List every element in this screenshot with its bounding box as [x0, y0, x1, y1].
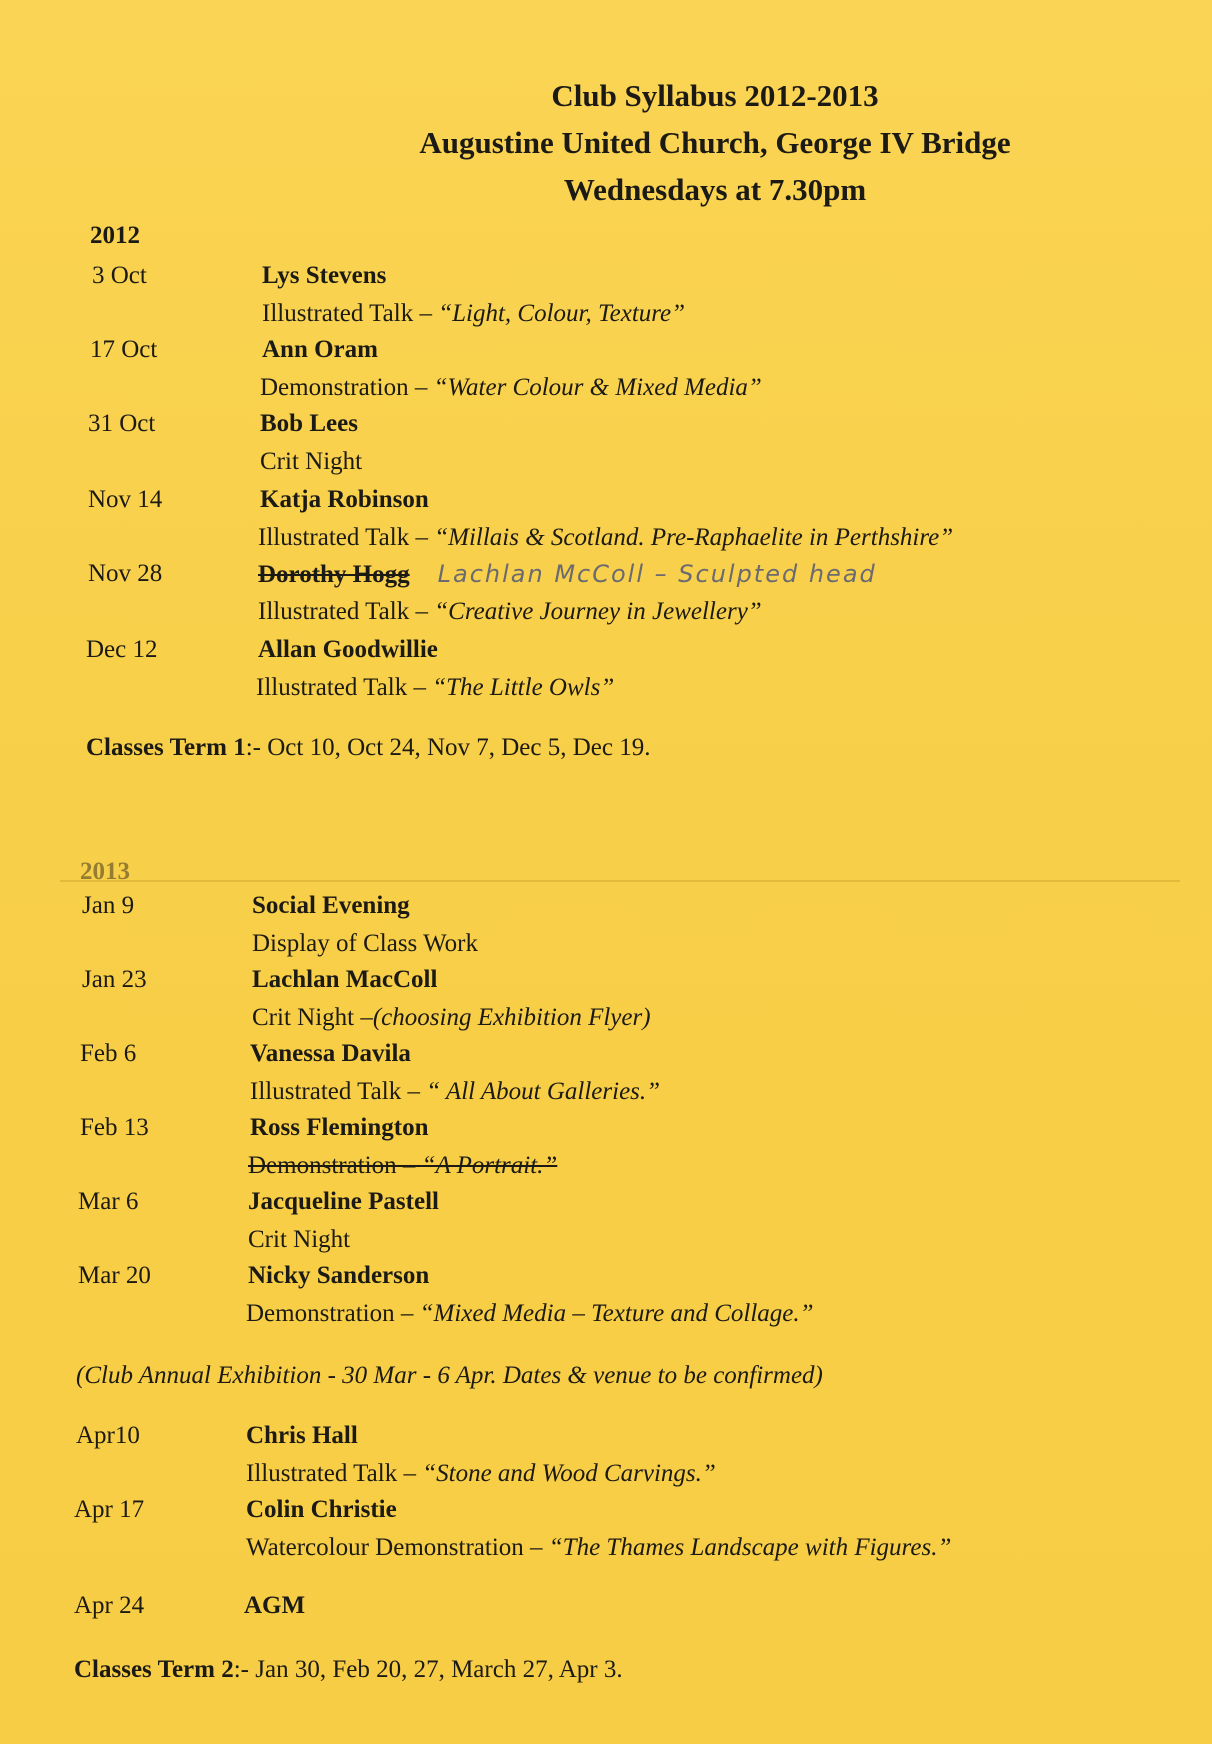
- event-name: [252, 966, 437, 994]
- event-type: Illustrated Talk –: [262, 300, 439, 327]
- page-title: [300, 72, 1130, 213]
- event-name: [244, 1592, 305, 1620]
- event-date: Mar 6: [78, 1188, 139, 1215]
- event-date: Apr 24: [74, 1592, 145, 1619]
- event-name: [258, 560, 877, 589]
- event-description: [246, 1300, 814, 1328]
- event-description: [252, 1004, 651, 1032]
- event-type: Crit Night: [260, 448, 363, 475]
- event-description: [258, 524, 953, 552]
- event-name: [258, 636, 438, 664]
- event-description: [252, 930, 478, 958]
- agm-label: AGM: [244, 1592, 306, 1619]
- event-name: [262, 336, 378, 364]
- event-type: Illustrated Talk –: [258, 598, 435, 625]
- event-date: Feb 13: [80, 1114, 149, 1141]
- event-type: Watercolour Demonstration –: [246, 1534, 549, 1561]
- event-date: Nov 14: [88, 486, 163, 513]
- event-type: Illustrated Talk –: [246, 1460, 423, 1487]
- presenter-name: Ann Oram: [262, 336, 378, 363]
- event-date: Apr10: [76, 1422, 140, 1449]
- presenter-name: Lachlan MacColl: [252, 966, 438, 993]
- event-name: [250, 1040, 411, 1068]
- presenter-name: Vanessa Davila: [250, 1040, 411, 1067]
- event-type: Illustrated Talk –: [258, 524, 435, 551]
- event-name: [260, 486, 429, 514]
- event-title: “Mixed Media – Texture and Collage.”: [419, 1300, 814, 1327]
- event-name: [250, 1114, 428, 1142]
- handwritten-note: Lachlan McColl – Sculpted head: [437, 560, 877, 588]
- event-description: [250, 1078, 660, 1106]
- fold-crease: [60, 880, 1180, 882]
- event-date: Jan 23: [82, 966, 147, 993]
- event-date: Feb 6: [80, 1040, 137, 1067]
- presenter-name: Allan Goodwillie: [258, 636, 438, 663]
- event-type: Demonstration –: [260, 374, 434, 401]
- event-description: [246, 1460, 716, 1488]
- presenter-name: Katja Robinson: [260, 486, 429, 513]
- event-title: “The Thames Landscape with Figures.”: [548, 1534, 952, 1561]
- presenter-name: Jacqueline Pastell: [248, 1188, 439, 1215]
- event-title: (choosing Exhibition Flyer): [372, 1004, 651, 1031]
- exhibition-note: (Club Annual Exhibition - 30 Mar - 6 Apr. Dates & venue to be confirmed): [76, 1362, 823, 1389]
- event-type: Display of Class Work: [252, 930, 478, 957]
- classes-dates: :- Oct 10, Oct 24, Nov 7, Dec 5, Dec 19.: [245, 734, 651, 761]
- event-date: Nov 28: [88, 560, 163, 587]
- event-description: [246, 1534, 951, 1562]
- event-description: [260, 374, 762, 402]
- event-type: Demonstration –: [248, 1152, 422, 1179]
- event-name: [246, 1422, 358, 1450]
- title-line-3: Wednesdays at 7.30pm: [563, 172, 867, 207]
- event-type: Crit Night –: [252, 1004, 373, 1031]
- classes-term-1: [86, 734, 651, 762]
- event-type: Crit Night: [248, 1226, 351, 1253]
- year-heading-2013: 2013: [80, 858, 130, 885]
- event-title: “Light, Colour, Texture”: [438, 300, 686, 327]
- event-date: 31 Oct: [88, 410, 156, 437]
- event-title: “A Portrait.”: [421, 1152, 558, 1179]
- event-title: “Creative Journey in Jewellery”: [434, 598, 762, 625]
- presenter-name: Bob Lees: [260, 410, 358, 437]
- event-type: Demonstration –: [246, 1300, 420, 1327]
- event-description: [260, 448, 362, 476]
- event-date: 17 Oct: [90, 336, 158, 363]
- event-date: Dec 12: [86, 636, 158, 663]
- event-date: Mar 20: [78, 1262, 151, 1289]
- presenter-name-struck: Dorothy Hogg: [258, 561, 410, 588]
- event-title: “Stone and Wood Carvings.”: [422, 1460, 716, 1487]
- event-name: [252, 892, 410, 920]
- classes-dates: :- Jan 30, Feb 20, 27, March 27, Apr 3.: [233, 1656, 623, 1683]
- event-name: [248, 1262, 429, 1290]
- classes-label: Classes Term 1: [86, 734, 246, 761]
- event-name: [260, 410, 358, 438]
- presenter-name: Lys Stevens: [262, 262, 387, 289]
- year-heading-2012: 2012: [90, 222, 140, 249]
- presenter-name: Chris Hall: [246, 1422, 358, 1449]
- event-description-struck: [248, 1152, 557, 1180]
- event-name: [248, 1188, 439, 1216]
- event-description: [258, 598, 762, 626]
- title-line-1: Club Syllabus 2012-2013: [551, 78, 879, 113]
- classes-term-2: [74, 1656, 623, 1684]
- presenter-name: Nicky Sanderson: [248, 1262, 430, 1289]
- event-title: “Water Colour & Mixed Media”: [433, 374, 762, 401]
- presenter-name: Colin Christie: [246, 1496, 397, 1523]
- presenter-name: Social Evening: [252, 892, 410, 919]
- event-title: “Millais & Scotland. Pre-Raphaelite in Perthshire”: [434, 524, 954, 551]
- event-date: Jan 9: [82, 892, 135, 919]
- event-type: Illustrated Talk –: [256, 674, 433, 701]
- event-description: [248, 1226, 350, 1254]
- event-date: 3 Oct: [92, 262, 147, 289]
- event-title: “ All About Galleries.”: [426, 1078, 661, 1105]
- event-title: “The Little Owls”: [432, 674, 615, 701]
- title-line-2: Augustine United Church, George IV Bridge: [419, 125, 1011, 160]
- presenter-name: Ross Flemington: [250, 1114, 429, 1141]
- event-name: [246, 1496, 397, 1524]
- event-type: Illustrated Talk –: [250, 1078, 427, 1105]
- event-description: [262, 300, 685, 328]
- event-name: [262, 262, 386, 290]
- classes-label: Classes Term 2: [74, 1656, 234, 1683]
- event-description: [256, 674, 614, 702]
- event-date: Apr 17: [74, 1496, 145, 1523]
